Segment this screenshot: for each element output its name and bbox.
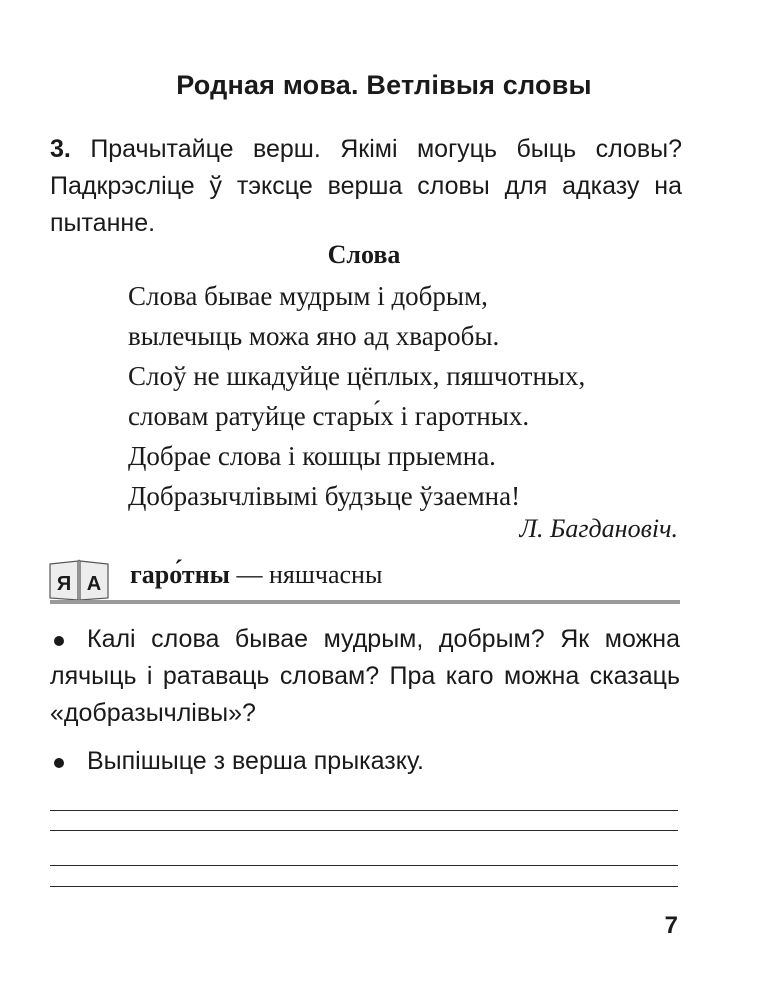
question-text: Выпішыце з верша прыказку. — [87, 747, 424, 775]
poem-line: вылечыць можа яно ад хваробы. — [128, 321, 500, 351]
vocabulary-term: гаро́тны — [130, 560, 230, 589]
page-number: 7 — [664, 912, 678, 939]
poem-line: Добразычлівымі будзьце ўзаемна! — [128, 481, 521, 511]
writing-line[interactable] — [50, 830, 678, 831]
question-item — [50, 621, 680, 732]
task-instruction — [50, 131, 682, 242]
vocabulary-divider — [50, 600, 680, 604]
poem-line: Слоў не шкадуйце цёплых, пяшчотных, — [128, 361, 586, 391]
task-number: 3. — [50, 135, 71, 163]
vocabulary-note — [48, 556, 680, 602]
writing-line[interactable] — [50, 865, 678, 866]
poem-author: Л. Багдановіч. — [519, 514, 678, 543]
task-text: Прачытайце верш. Якімі могуць быць словы? Падкрэсліце ў тэксце верша словы для адказу на пытанне. — [50, 135, 682, 237]
vocabulary-definition: — няшчасны — [229, 560, 383, 589]
book-icon-letter-left: Я — [56, 573, 72, 595]
poem-line: Слова бывае мудрым і добрым, — [128, 281, 488, 311]
writing-line[interactable] — [50, 810, 678, 811]
book-icon-letter-right: А — [86, 573, 102, 595]
vocabulary-entry — [130, 560, 382, 590]
bullet-icon — [54, 636, 64, 646]
book-icon — [48, 558, 110, 602]
poem-title: Слова — [327, 240, 401, 269]
question-text: Калі слова бывае мудрым, добрым? Як можна лячыць і ратаваць словам? Пра каго можна сказаць «добразычлівы»? — [50, 625, 680, 727]
poem — [128, 276, 688, 516]
page-title: Родная мова. Ветлівыя словы — [176, 70, 592, 100]
question-item — [50, 743, 680, 780]
bullet-icon — [54, 758, 64, 768]
writing-line[interactable] — [50, 886, 678, 887]
poem-line: Добрае слова і кошцы прыемна. — [128, 441, 496, 471]
poem-line: словам ратуйце стары́х і гаротных. — [128, 401, 530, 431]
